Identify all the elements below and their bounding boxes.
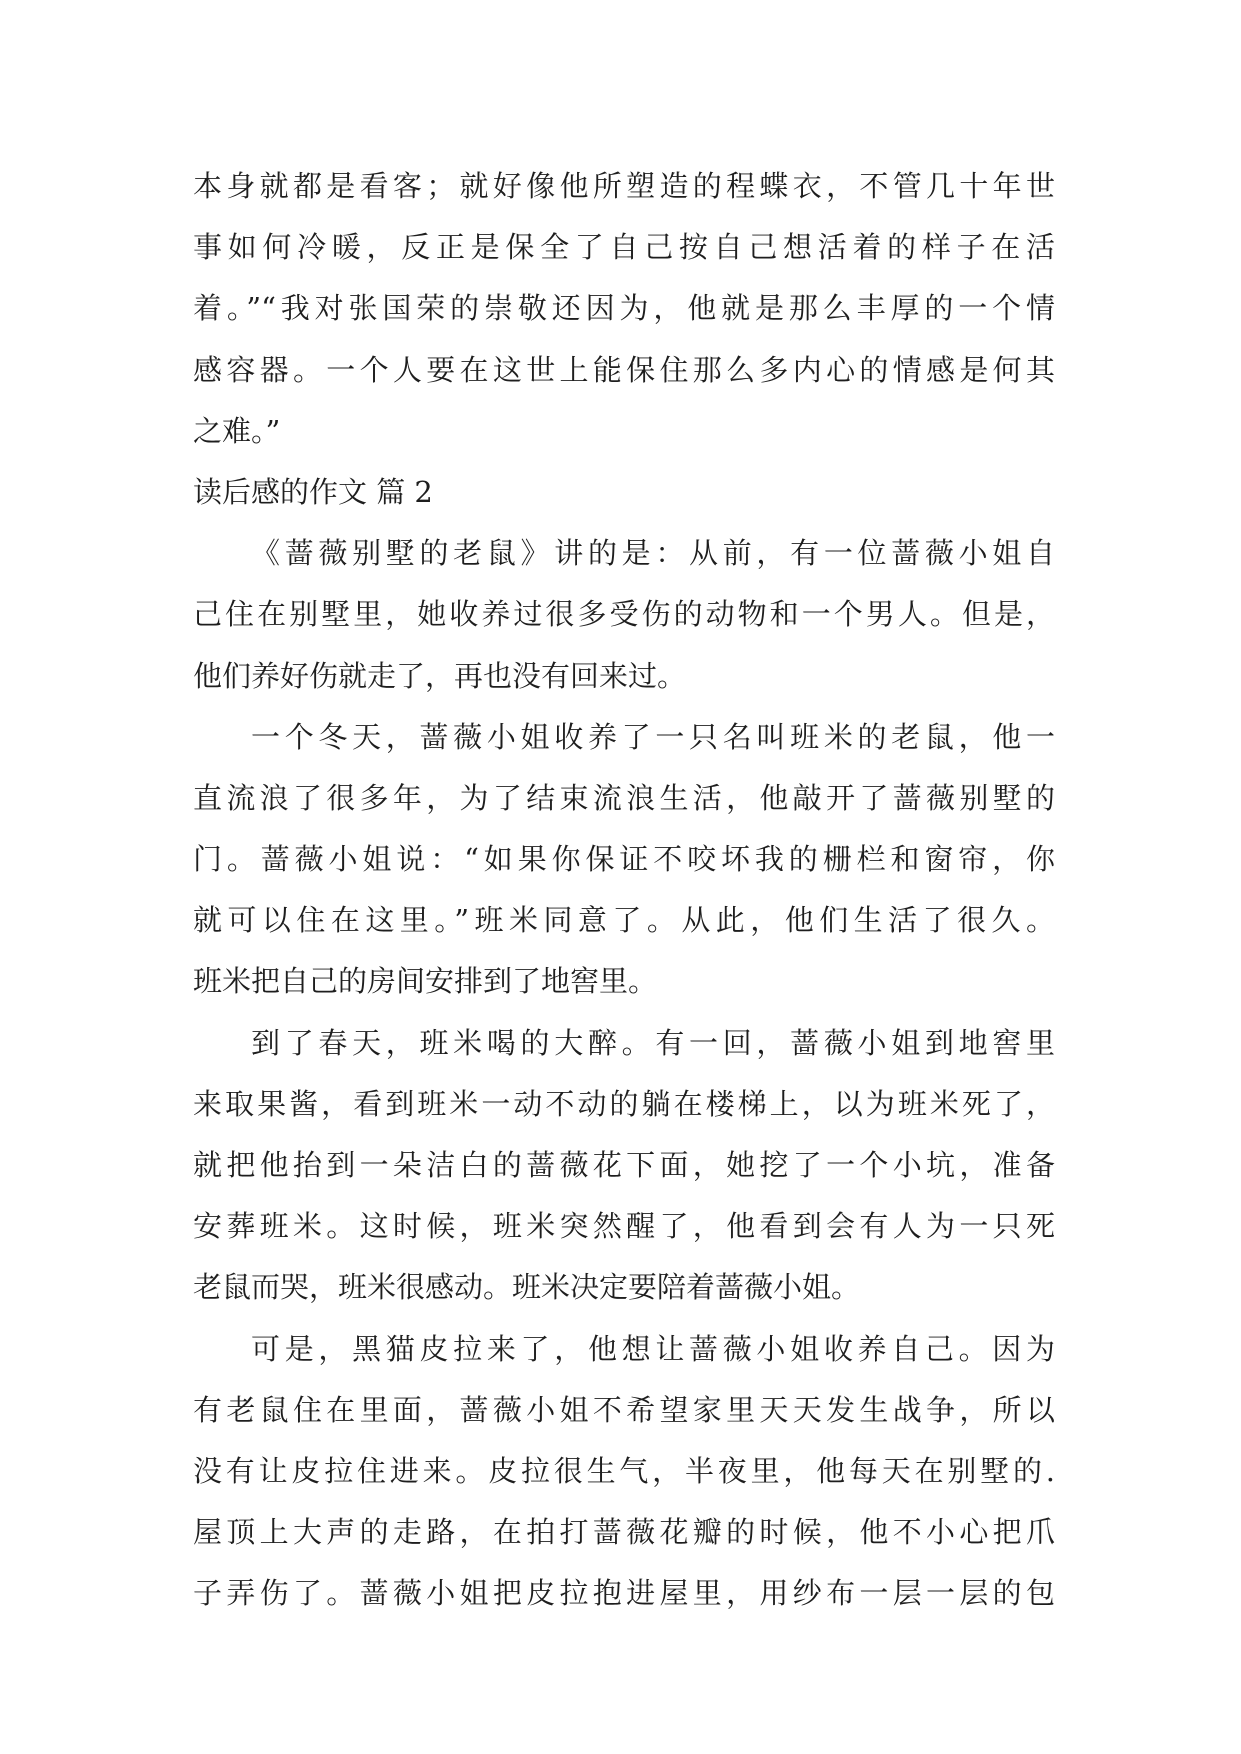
text-line: 感容器。一个人要在这世上能保住那么多内心的情感是何其 [193,352,1055,387]
text-line: 己住在别墅里，她收养过很多受伤的动物和一个男人。但是， [193,597,1055,632]
text-line: 老鼠而哭，班米很感动。班米决定要陪着蔷薇小姐。 [193,1270,861,1305]
text-line: 事如何冷暖，反正是保全了自己按自己想活着的样子在活 [193,230,1055,265]
text-line: 就把他抬到一朵洁白的蔷薇花下面，她挖了一个小坑，准备 [193,1148,1055,1182]
text-line: 他们养好伤就走了，再也没有回来过。 [193,658,687,693]
text-line: 着。”“我对张国荣的崇敬还因为，他就是那么丰厚的一个情 [193,291,1055,326]
text-line: 有老鼠住在里面，蔷薇小姐不希望家里天天发生战争，所以 [193,1392,1055,1427]
text-line: 安葬班米。这时候，班米突然醒了，他看到会有人为一只死 [193,1209,1055,1244]
text-line: 来取果酱，看到班米一动不动的躺在楼梯上，以为班米死了， [193,1086,1055,1121]
paragraph-first-line: 到了春天，班米喝的大醉。有一回，蔷薇小姐到地窖里 [251,1025,1055,1060]
paragraph-first-line: 可是，黑猫皮拉来了，他想让蔷薇小姐收养自己。因为 [251,1331,1055,1366]
text-line: 没有让皮拉住进来。皮拉很生气，半夜里，他每天在别墅的. [193,1453,1055,1488]
document-body [193,156,1055,1625]
text-line: 门。蔷薇小姐说：“如果你保证不咬坏我的栅栏和窗帘，你 [193,842,1055,877]
paragraph-first-line: 《蔷薇别墅的老鼠》讲的是：从前，有一位蔷薇小姐自 [251,536,1055,571]
text-line: 直流浪了很多年，为了结束流浪生活，他敲开了蔷薇别墅的 [193,780,1055,815]
text-line: 之难。” [193,413,281,448]
text-line: 就可以住在这里。”班米同意了。从此，他们生活了很久。 [193,903,1055,938]
section-heading: 读后感的作文 篇 2 [193,474,433,509]
text-line: 班米把自己的房间安排到了地窖里。 [193,964,658,999]
text-line: 子弄伤了。蔷薇小姐把皮拉抱进屋里，用纱布一层一层的包 [193,1576,1055,1611]
text-line: 屋顶上大声的走路，在拍打蔷薇花瓣的时候，他不小心把爪 [193,1515,1055,1550]
text-line: 本身就都是看客；就好像他所塑造的程蝶衣，不管几十年世 [193,169,1055,203]
paragraph-first-line: 一个冬天，蔷薇小姐收养了一只名叫班米的老鼠，他一 [251,719,1055,754]
